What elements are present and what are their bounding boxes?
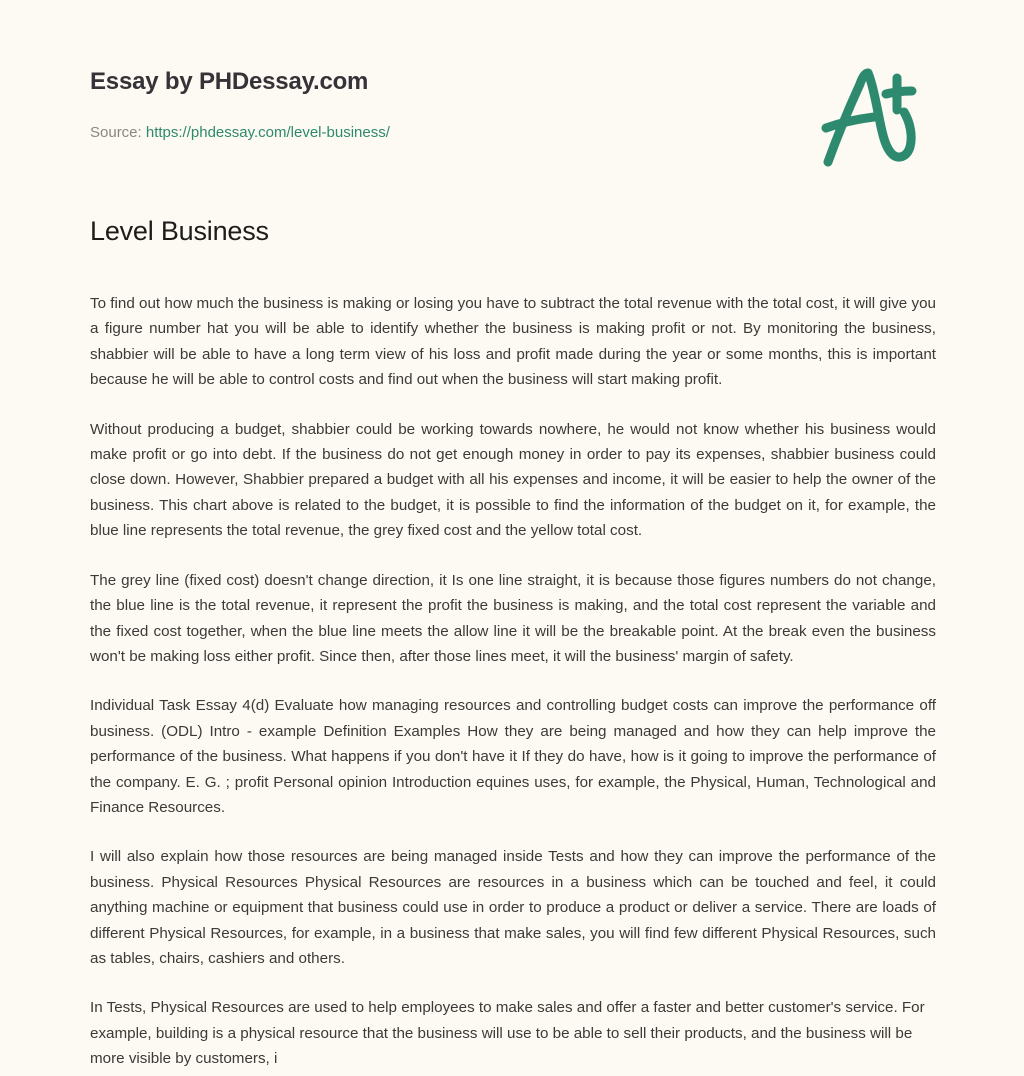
document-header (0, 0, 1024, 180)
page-title: Level Business (90, 216, 269, 246)
source-label: Source: (90, 124, 142, 141)
paragraph: I will also explain how those resources are being managed inside Tests and how they can improve the performance of the business. Physical Resources Physical Resources are resources in a business which can be touched and feel, it could anything machine or equipment that business could use in order to produce a product or deliver a service. There are loads of different Physical Resources, for example, in a business that make sales, you will find few different Physical Resources, such as tables, chairs, cashiers and others. (90, 848, 936, 967)
brand-title: Essay by PHDessay.com (90, 68, 369, 95)
paragraph: Without producing a budget, shabbier could be working towards nowhere, he would not know whether his business would make profit or go into debt. If the business do not get enough money in order to pay its expenses, shabbier business could close down. However, Shabbier prepared a budget with all his expenses and income, it will be easier to help the owner of the business. This chart above is related to the budget, it is possible to find the information of the budget on it, for example, the blue line represents the total revenue, the grey fixed cost and the yellow total cost. (90, 420, 936, 540)
paragraph: The grey line (fixed cost) doesn't change direction, it Is one line straight, it is because those figures numbers do not change, the blue line is the total revenue, it represent the profit the business is making, and the total cost represent the variable and the fixed cost together, when the blue line meets the allow line it will be the breakable point. At the break even the business won't be making loss either profit. Since then, after those lines meet, it will the business' margin of safety. (90, 571, 936, 665)
article-body (90, 291, 936, 1072)
a-plus-logo-icon (812, 66, 924, 170)
source-row (90, 124, 390, 141)
source-link[interactable]: https://phdessay.com/level-business/ (145, 124, 390, 141)
paragraph: In Tests, Physical Resources are used to help employees to make sales and offer a faster and better customer's service. For example, building is a physical resource that the business will use to be able to sell their products, and the business will be more visible by customers, i (90, 999, 925, 1068)
paragraph: Individual Task Essay 4(d) Evaluate how managing resources and controlling budget costs can improve the performance off business. (ODL) Intro - example Definition Examples How they are being managed and how they can help improve the performance of the business. What happens if you don't have it If they do have, how is it going to improve the performance of the company. E. G. ; profit Personal opinion Introduction equines uses, for example, the Physical, Human, Technological and Finance Resources. (90, 697, 936, 816)
paragraph: To find out how much the business is making or losing you have to subtract the total revenue with the total cost, it will give you a figure number hat you will be able to identify whether the business is making profit or not. By monitoring the business, shabbier will be able to have a long term view of his loss and profit made during the year or some months, this is important because he will be able to control costs and find out when the business will start making profit. (90, 295, 936, 389)
article (90, 216, 936, 1072)
